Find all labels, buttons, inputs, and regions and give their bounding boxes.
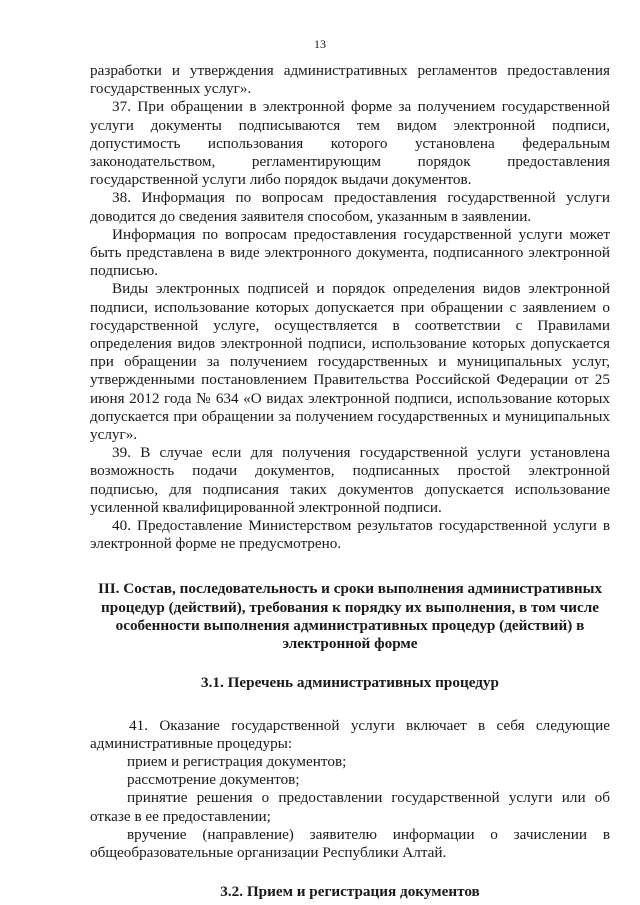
subsection-heading-3-1: 3.1. Перечень административных процедур	[201, 674, 499, 692]
paragraph-continuation: разработки и утверждения административных регламентов предоставления государственных услуг».	[90, 62, 610, 98]
paragraph-item-39: 39. В случае если для получения государственной услуги установлена возможность подачи документов, подписанных простой электронной подписью, для подписания таких документов допускается использование усиленной квалифицированной электронной подписи.	[90, 444, 610, 516]
paragraph-info-electronic: Информация по вопросам предоставления государственной услуги может быть представлена в виде электронного документа, подписанного электронной подписью.	[90, 225, 610, 280]
procedure-item: вручение (направление) заявителю информации о зачислении в общеобразовательные организации Республики Алтай.	[90, 825, 610, 861]
paragraph-item-37: 37. При обращении в электронной форме за получением государственной услуги документы подписываются тем видом электронной подписи, допустимость использования которого установлена федеральным законодательством, регламентирующим порядок предоставления государственной услуги либо порядок выдачи документов.	[90, 98, 610, 189]
paragraph-signature-types: Виды электронных подписей и порядок определения видов электронной подписи, использование которых допускается при обращении с заявлением о государственной услуге, осуществляется в соответствии с Правилами определения видов электронной подписи, использование которых допускается при обращении за получением государственных и муниципальных услуг, утвержденными постановлением Правительства Российской Федерации от 25 июня 2012 года № 634 «О видах электронной подписи, использование которых допускается при обращении за получением государственных и муниципальных услуг».	[90, 280, 610, 444]
paragraph-item-38: 38. Информация по вопросам предоставления государственной услуги доводится до сведения заявителя способом, указанным в заявлении.	[90, 189, 610, 225]
procedure-item: рассмотрение документов;	[127, 771, 300, 789]
subsection-heading-3-2: 3.2. Прием и регистрация документов	[220, 883, 480, 901]
paragraph-item-40: 40. Предоставление Министерством результатов государственной услуги в электронной форме не предусмотрено.	[90, 517, 610, 553]
page-number: 13	[314, 37, 326, 51]
procedure-item: принятие решения о предоставлении государственной услуги или об отказе в ее предоставлении;	[90, 789, 610, 825]
section-heading: III. Состав, последовательность и сроки выполнения административных процедур (действий), требования к порядку их выполнения, в том числе особенности выполнения административных процедур (действий) в электронной форме	[97, 580, 603, 653]
page-content	[90, 62, 610, 901]
paragraph-item-41: 41. Оказание государственной услуги включает в себя следующие административные процедуры:	[90, 716, 610, 752]
procedure-item: прием и регистрация документов;	[127, 752, 347, 770]
